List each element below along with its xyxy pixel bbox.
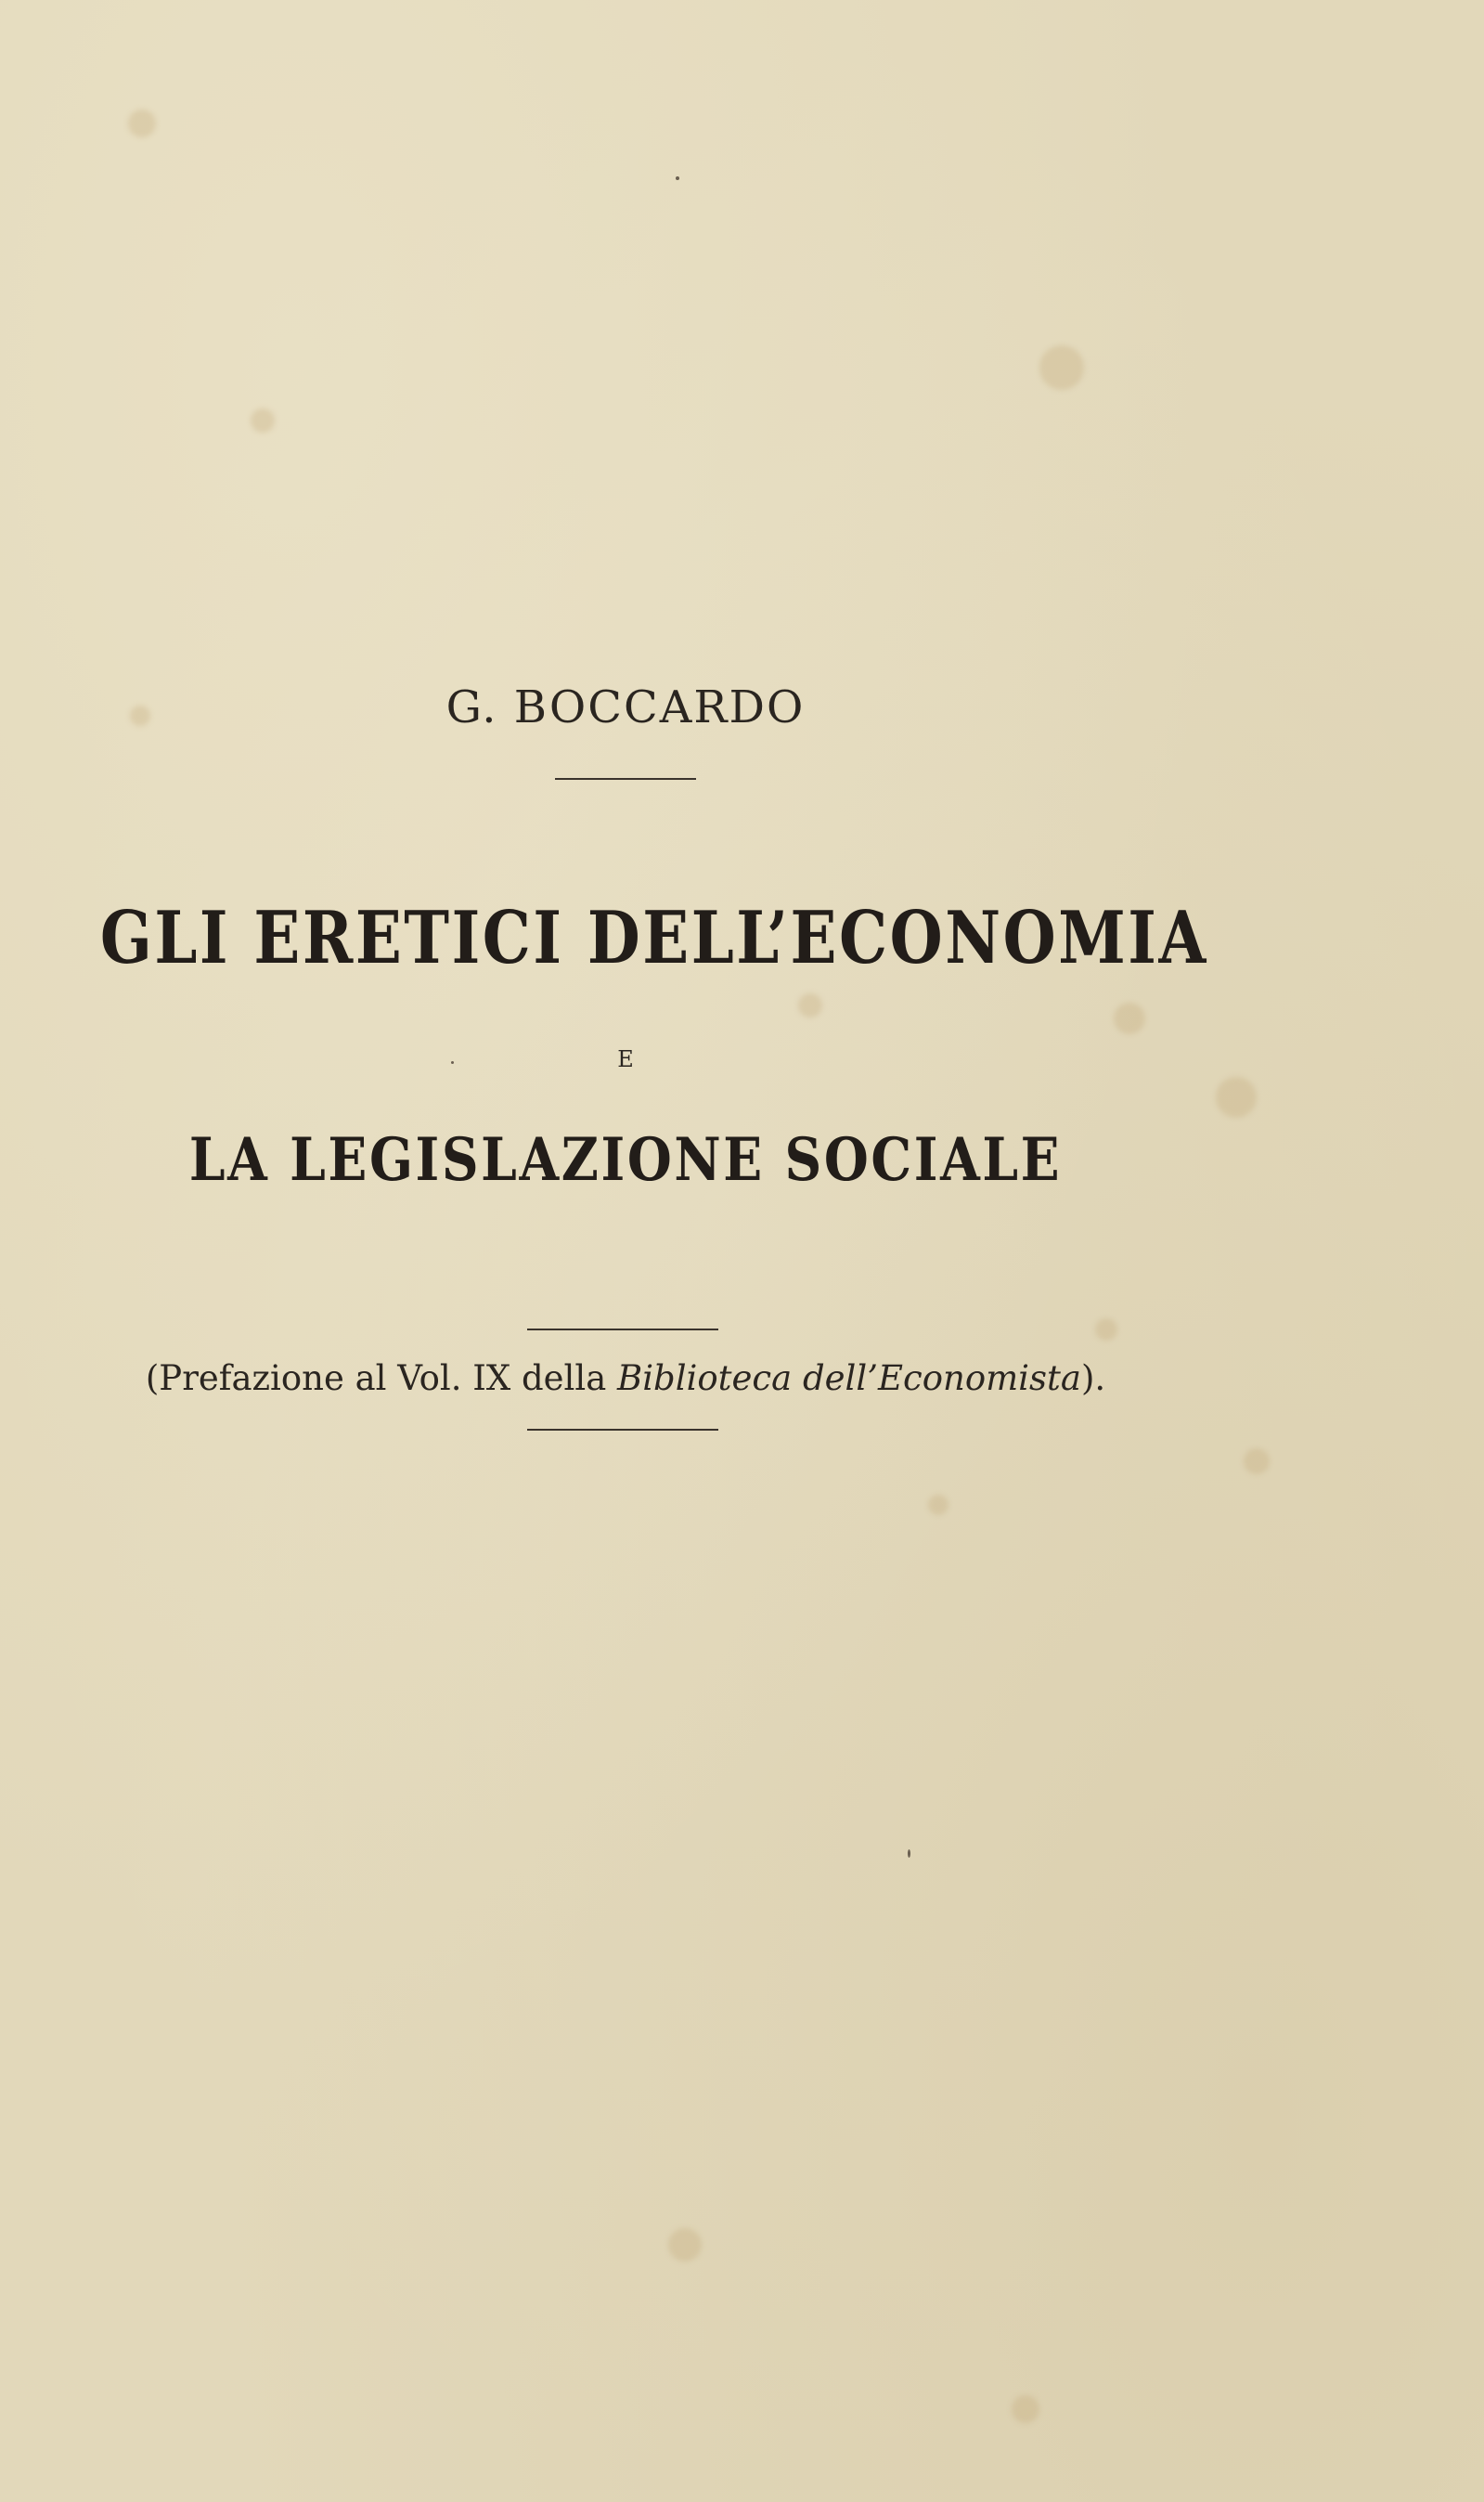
author-name: G. BOCCARDO <box>445 681 806 733</box>
ink-speck <box>676 176 679 180</box>
subtitle <box>0 1355 1251 1402</box>
subtitle-italic-title: Biblioteca dell’Economista <box>617 1358 1081 1398</box>
foxing-spot <box>668 2228 702 2262</box>
title-conjunction: E <box>617 1046 634 1072</box>
foxing-spot <box>798 993 822 1018</box>
subtitle-suffix: ). <box>1080 1358 1106 1398</box>
title-line-1: GLI ERETICI DELL’ECONOMIA <box>99 896 1208 980</box>
foxing-spot <box>1114 1003 1145 1034</box>
foxing-spot <box>1244 1448 1270 1474</box>
foxing-spot <box>128 110 156 137</box>
subtitle-prefix: (Prefazione al Vol. IX della <box>145 1358 618 1398</box>
divider-rule <box>527 1329 718 1330</box>
foxing-spot <box>1216 1077 1257 1118</box>
ink-speck <box>908 1849 910 1858</box>
title-line-2: LA LEGISLAZIONE SOCIALE <box>188 1125 1063 1195</box>
foxing-spot <box>251 408 275 433</box>
foxing-spot <box>1012 2395 1039 2423</box>
foxing-spot <box>928 1495 948 1515</box>
divider-rule <box>555 778 696 780</box>
foxing-spot <box>1095 1318 1117 1341</box>
foxing-spot <box>1039 345 1084 390</box>
divider-rule <box>527 1429 718 1431</box>
